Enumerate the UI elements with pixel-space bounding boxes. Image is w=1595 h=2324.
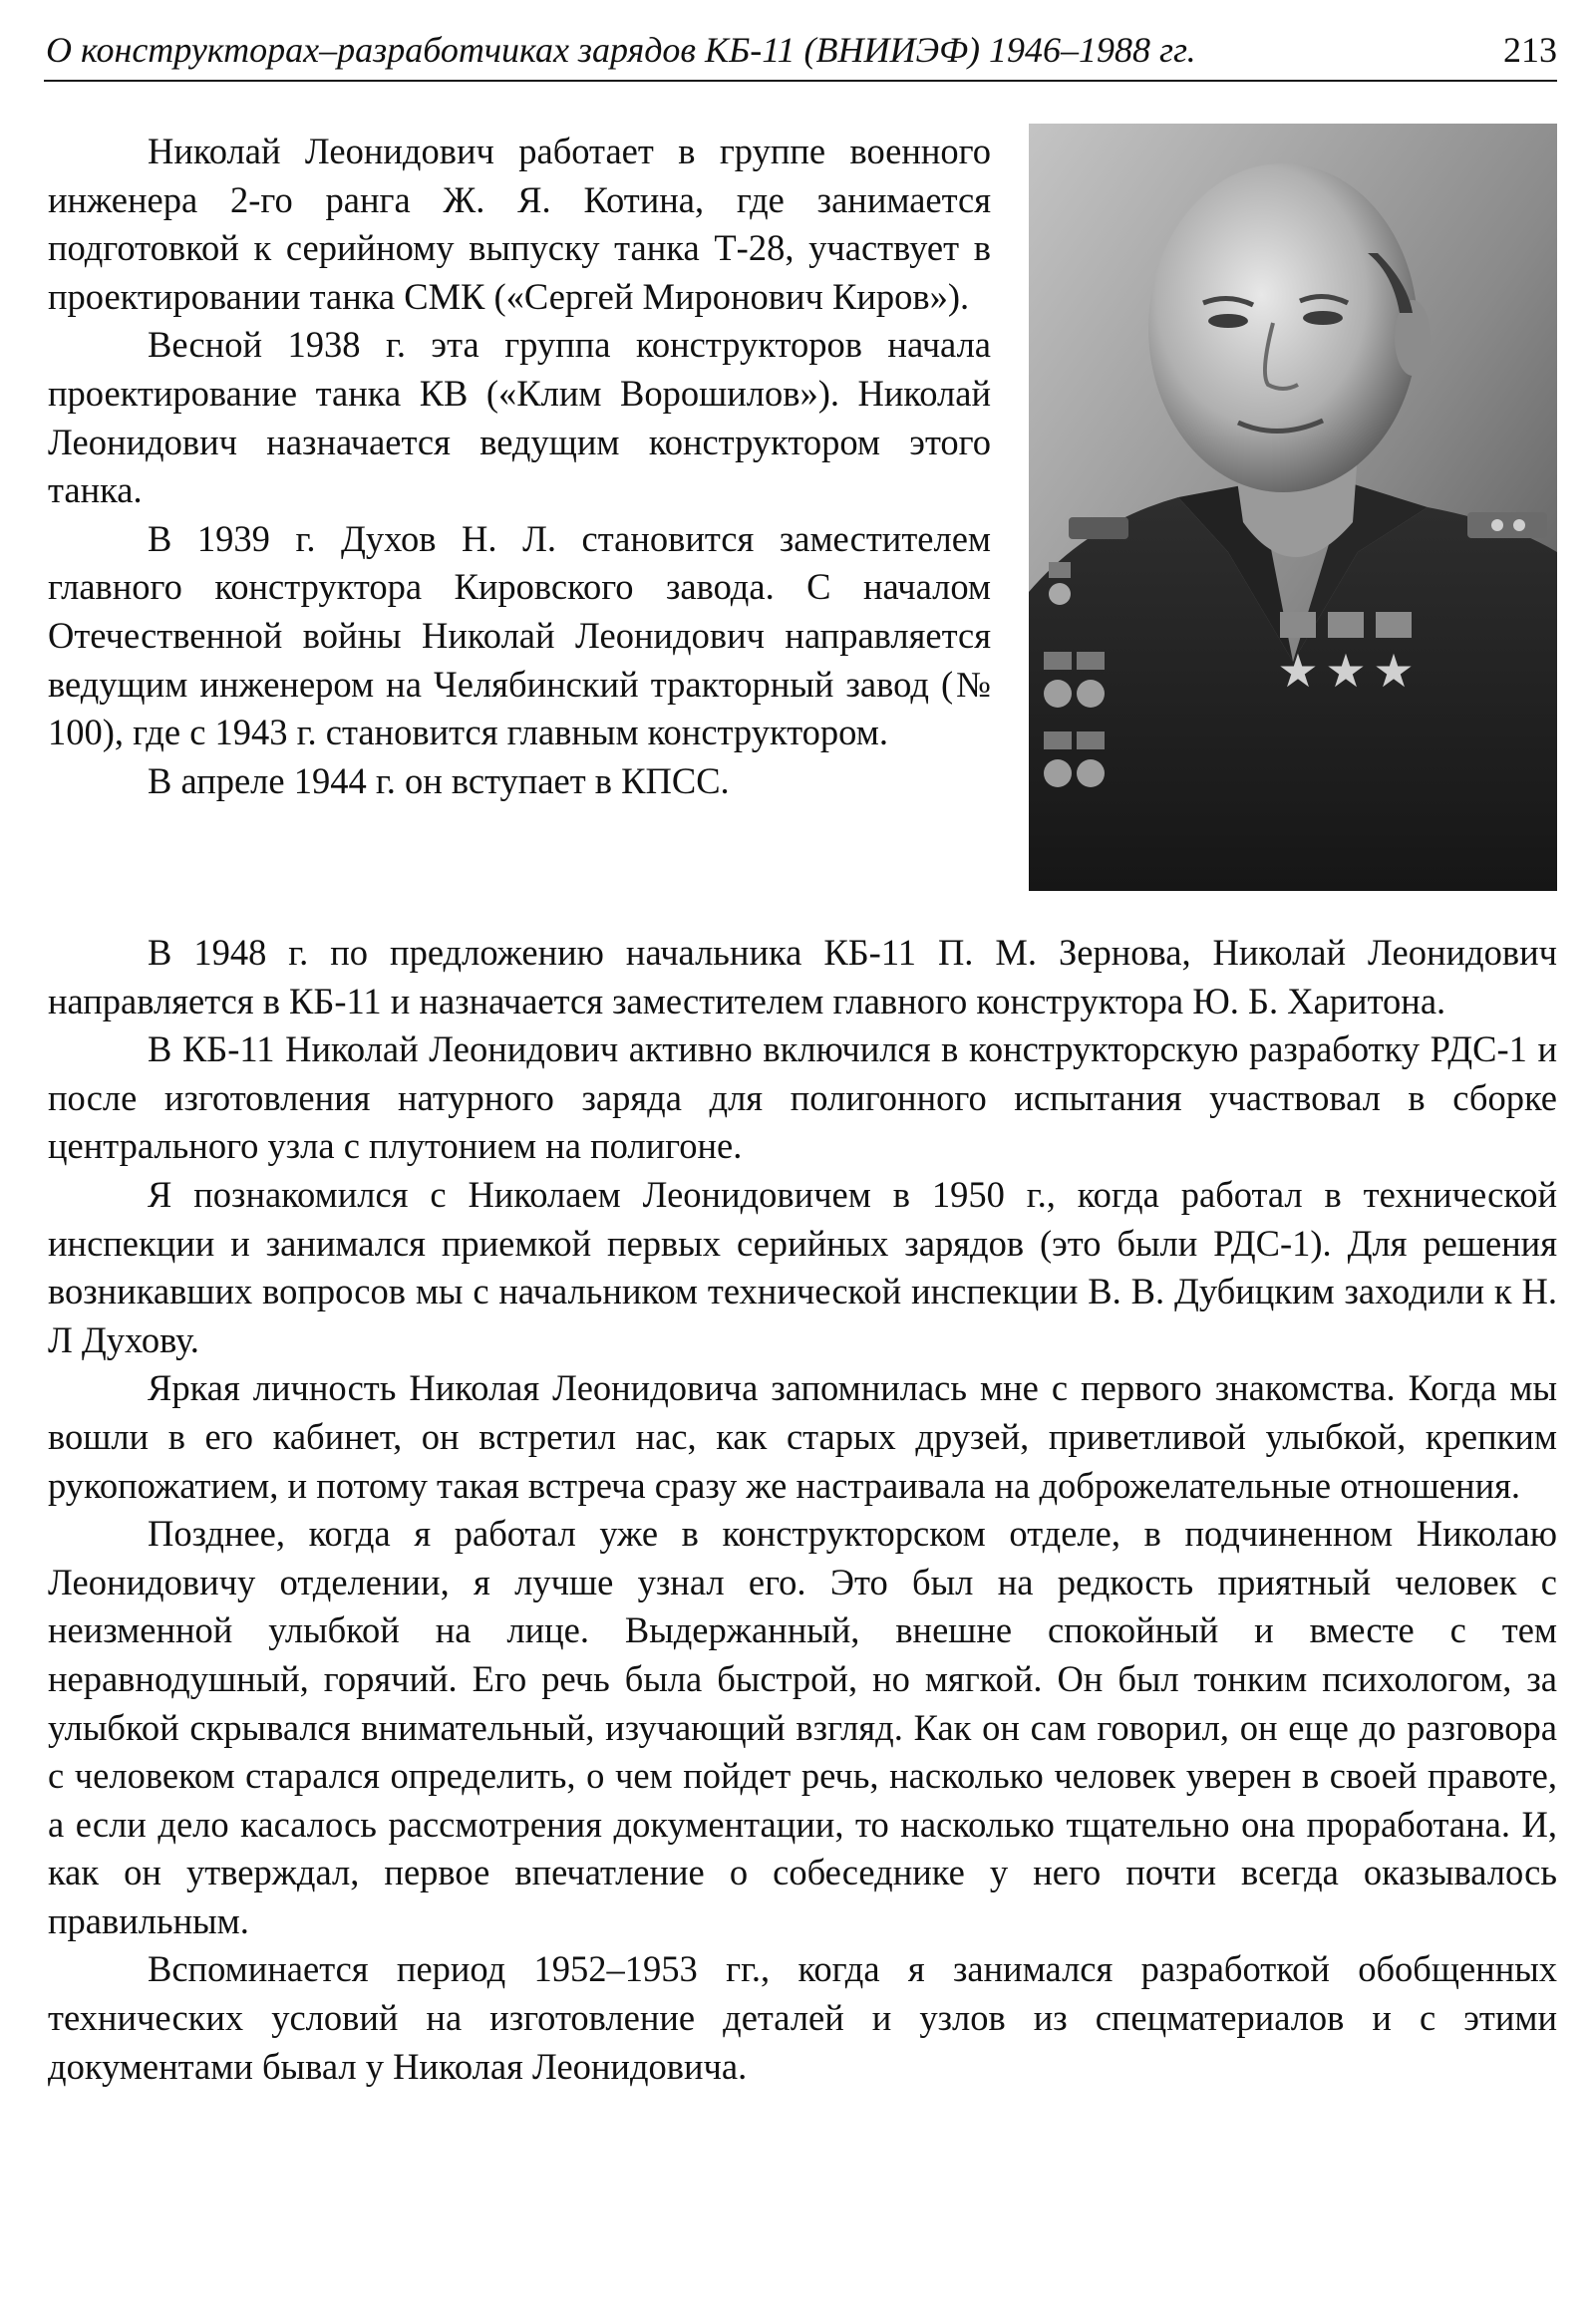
portrait-photo	[1029, 124, 1557, 891]
svg-text:★: ★	[1373, 644, 1415, 698]
text-full-width	[48, 929, 1557, 2091]
paragraph: В 1939 г. Духов Н. Л. становится заместителем главного конструктора Кировского завода. С началом Отечественной войны Николай Леонидович направляется ведущим инженером на Челябинский тракторный завод (№ 100), где с 1943 г. становится главным конструктором.	[48, 517, 991, 753]
paragraph: Вспоминается период 1952–1953 гг., когда я занимался разработкой обобщенных технических условий на изготовление деталей и узлов из спецматериалов и с этими документами бывал у Николая Леонидовича.	[48, 1948, 1557, 2087]
paragraph: Позднее, когда я работал уже в конструкторском отделе, в подчиненном Николаю Леонидовичу отделении, я лучше узнал его. Это был на редкость приятный человек с неизменной улыбкой на лице. Выдержанный, внешне спокойный и вместе с тем неравнодушный, горячий. Его речь была быстрой, но мягкой. Он был тонким психологом, за улыбкой скрывался внимательный, изучающий взгляд. Как он сам говорил, он еще до разговора с человеком старался определить, о чем пойдет речь, насколько человек уверен в своей правоте, а если дело касалось рассмотрения документации, то насколько тщательно она проработана. И, как он утверждал, первое впечатление о собеседнике у него почти всегда оказывалось правильным.	[48, 1513, 1557, 1941]
paragraph: В 1948 г. по предложению начальника КБ-11 П. М. Зернова, Николай Леонидович направляется в КБ-11 и назначается заместителем главного конструктора Ю. Б. Харитона.	[48, 932, 1557, 1021]
text-column-beside-photo	[48, 128, 991, 805]
paragraph: Яркая личность Николая Леонидовича запомнилась мне с первого знакомства. Когда мы вошли в его кабинет, он встретил нас, как старых друзей, приветливой улыбкой, крепким рукопожатием, и потому такая встреча сразу же настраивала на доброжелательные отношения.	[48, 1367, 1557, 1506]
running-header	[44, 24, 1557, 82]
paragraph: Весной 1938 г. эта группа конструкторов начала проектирование танка КВ («Клим Ворошилов»). Николай Леонидович назначается ведущим конструктором этого танка.	[48, 324, 991, 511]
svg-text:★: ★	[1277, 644, 1319, 698]
svg-text:★: ★	[1325, 644, 1367, 698]
paragraph: Николай Леонидович работает в группе военного инженера 2-го ранга Ж. Я. Котина, где занимается подготовкой к серийному выпуску танка Т-28, участвует в проектировании танка СМК («Сергей Миронович Киров»).	[48, 131, 991, 317]
page-number: 213	[1503, 30, 1557, 70]
header-title: О конструкторах–разработчиках зарядов КБ-11 (ВНИИЭФ) 1946–1988 гг.	[46, 30, 1196, 70]
paragraph: В КБ-11 Николай Леонидович активно включился в конструкторскую разработку РДС-1 и после изготовления натурного заряда для полигонного испытания участвовал в сборке центрального узла с плутонием на полигоне.	[48, 1028, 1557, 1167]
paragraph: Я познакомился с Николаем Леонидовичем в 1950 г., когда работал в технической инспекции и занимался приемкой первых серийных зарядов (это были РДС-1). Для решения возникавших вопросов мы с начальником технической инспекции В. В. Дубицким заходили к Н. Л Духову.	[48, 1173, 1557, 1360]
paragraph: В апреле 1944 г. он вступает в КПСС.	[148, 759, 730, 801]
